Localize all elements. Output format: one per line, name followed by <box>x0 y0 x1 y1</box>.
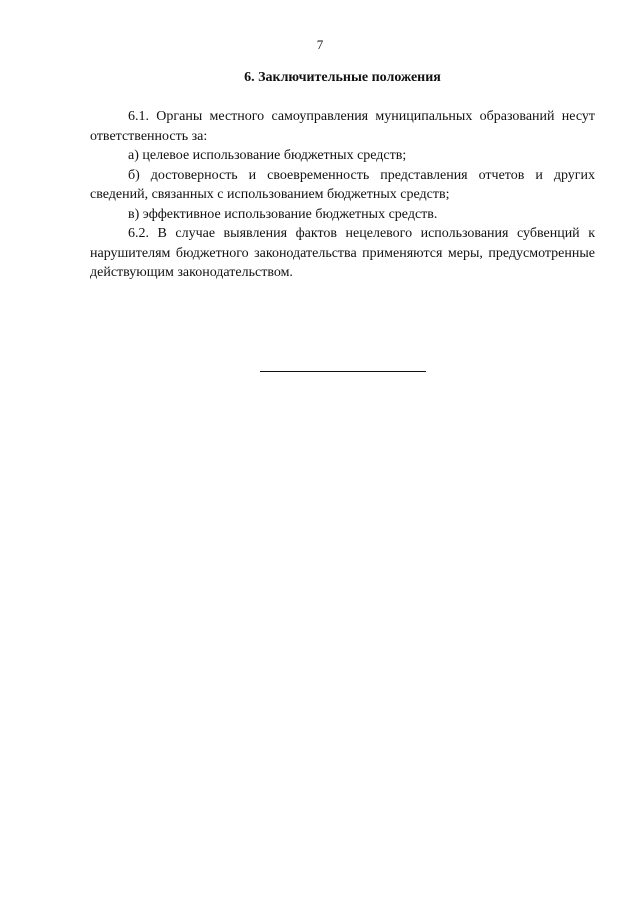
paragraph-6-1-b: б) достоверность и своевременность представления отчетов и других сведений, связанных с использованием бюджетных средств; <box>90 167 595 202</box>
paragraph-6-1-a: а) целевое использование бюджетных средств; <box>128 148 407 163</box>
paragraph-6-1-c: в) эффективное использование бюджетных средств. <box>128 206 438 222</box>
document-body <box>90 107 595 283</box>
page-number: 7 <box>316 37 324 52</box>
paragraph-6-2: 6.2. В случае выявления фактов нецелевого использования субвенций к нарушителям бюджетного законодательства применяются меры, предусмотренные действующим законодательством. <box>90 226 595 280</box>
section-title: 6. Заключительные положения <box>244 70 441 85</box>
paragraph-6-1: 6.1. Органы местного самоуправления муниципальных образований несут ответственность за: <box>90 109 595 144</box>
end-of-document-rule <box>260 371 426 372</box>
